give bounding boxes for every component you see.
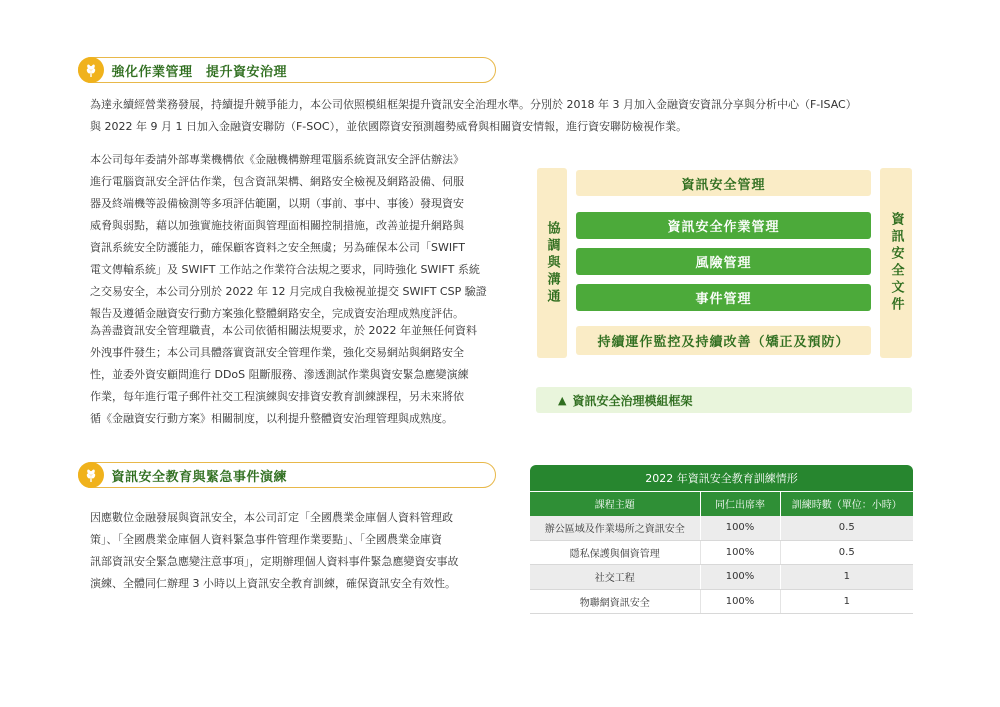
table-cell: 0.5: [780, 540, 913, 565]
text-line: 性，並委外資安顧問進行 DDoS 阻斷服務、滲透測試作業與資安緊急應變演練: [90, 368, 469, 381]
education-paragraph: [90, 507, 510, 595]
wheat-icon: [78, 462, 104, 488]
text-line: 之交易安全，本公司分別於 2022 年 12 月完成自我檢視並提交 SWIFT CSP 驗證: [90, 285, 487, 298]
column-header: 訓練時數（單位：小時）: [780, 492, 913, 516]
diagram-middle-box: 資訊安全作業管理: [576, 212, 871, 239]
text-line: 器及終端機等設備檢測等多項評估範圍，以期（事前、事中、事後）發現資安: [90, 197, 464, 210]
management-paragraph: [90, 320, 510, 430]
text-line: 為善盡資訊安全管理職責，本公司依循相關法規要求，於 2022 年並無任何資料: [90, 324, 477, 337]
diagram-left-label: 協調與溝通: [544, 220, 560, 306]
text-line: 作業，每年進行電子郵件社交工程演練與安排資安教育訓練課程，另未來將依: [90, 390, 464, 403]
text-line: 電文傳輸系統」及 SWIFT 工作站之作業符合法規之要求，同時強化 SWIFT 系統: [90, 263, 480, 276]
diagram-caption-text: 資訊安全治理模組框架: [572, 393, 693, 408]
text-line: 策」、「全國農業金庫個人資料緊急事件管理作業要點」、「全國農業金庫資: [90, 533, 442, 546]
diagram-bottom-box: 持續運作監控及持續改善（矯正及預防）: [576, 326, 871, 355]
table-row: [530, 565, 913, 590]
section-header-governance: [78, 57, 496, 83]
text-line: 本公司每年委請外部專業機構依《金融機構辦理電腦系統資訊安全評估辦法》: [90, 153, 464, 166]
table-row: [530, 516, 913, 541]
column-header: 課程主題: [530, 492, 700, 516]
table-cell: 1: [780, 565, 913, 590]
section-title: 強化作業管理 提升資安治理: [111, 64, 288, 80]
table-cell: 100%: [700, 540, 780, 565]
diagram-middle-box: 事件管理: [576, 284, 871, 311]
section-header-education: [78, 462, 496, 488]
wheat-icon: [78, 57, 104, 83]
text-line: 資訊系統安全防護能力，確保顧客資料之安全無虞；另為確保本公司「SWIFT: [90, 241, 465, 254]
section-title: 資訊安全教育與緊急事件演練: [111, 469, 288, 485]
table-cell: 100%: [700, 589, 780, 614]
training-table-grid: [530, 491, 913, 614]
table-cell: 社交工程: [530, 565, 700, 590]
table-cell: 隱私保護與個資管理: [530, 540, 700, 565]
text-line: 與 2022 年 9 月 1 日加入金融資安聯防（F-SOC），並依國際資安預測趨勢威脅與相關資安情報，進行資安聯防檢視作業。: [90, 120, 688, 133]
text-line: 演練、全體同仁辦理 3 小時以上資訊安全教育訓練，確保資訊安全有效性。: [90, 577, 456, 590]
table-row: [530, 540, 913, 565]
table-cell: 物聯網資訊安全: [530, 589, 700, 614]
text-line: 外洩事件發生；本公司具體落實資訊安全管理作業，強化交易網站與網路安全: [90, 346, 464, 359]
intro-paragraph: [90, 94, 920, 138]
table-cell: 100%: [700, 565, 780, 590]
diagram-caption: [536, 387, 912, 413]
text-line: 為達永續經營業務發展，持續提升競爭能力，本公司依照模組框架提升資訊安全治理水準。分別於 2018 年 3 月加入金融資安資訊分享與分析中心（F-ISAC）: [90, 98, 857, 111]
text-line: 循《金融資安行動方案》相關制度，以利提升整體資安治理管理與成熟度。: [90, 412, 453, 425]
text-line: 訊部資訊安全緊急應變注意事項」，定期辦理個人資料事件緊急應變資安事故: [90, 555, 459, 568]
text-line: 報告及遵循金融資安行動方案強化整體網路安全，完成資安治理成熟度評估。: [90, 307, 464, 320]
diagram-middle-box: 風險管理: [576, 248, 871, 275]
table-header-row: [530, 492, 913, 516]
table-cell: 100%: [700, 516, 780, 541]
table-cell: 1: [780, 589, 913, 614]
table-row: [530, 589, 913, 614]
diagram-left-pillar: [537, 168, 567, 358]
training-table: [530, 465, 913, 614]
diagram-top-box: 資訊安全管理: [576, 170, 871, 196]
assessment-paragraph: [90, 149, 510, 325]
table-cell: 0.5: [780, 516, 913, 541]
column-header: 同仁出席率: [700, 492, 780, 516]
diagram-right-pillar: [880, 168, 912, 358]
table-title: 2022 年資訊安全教育訓練情形: [530, 465, 913, 491]
text-line: 威脅與弱點，藉以加強實施技術面與管理面相關控制措施，改善並提升網路與: [90, 219, 464, 232]
text-line: 因應數位金融發展與資訊安全，本公司訂定「全國農業金庫個人資料管理政: [90, 511, 453, 524]
diagram-right-label: 資訊安全文件: [888, 212, 904, 314]
triangle-up-icon: ▲: [558, 393, 567, 407]
table-cell: 辦公區域及作業場所之資訊安全: [530, 516, 700, 541]
text-line: 進行電腦資訊安全評估作業，包含資訊架構、網路安全檢視及網路設備、伺服: [90, 175, 464, 188]
